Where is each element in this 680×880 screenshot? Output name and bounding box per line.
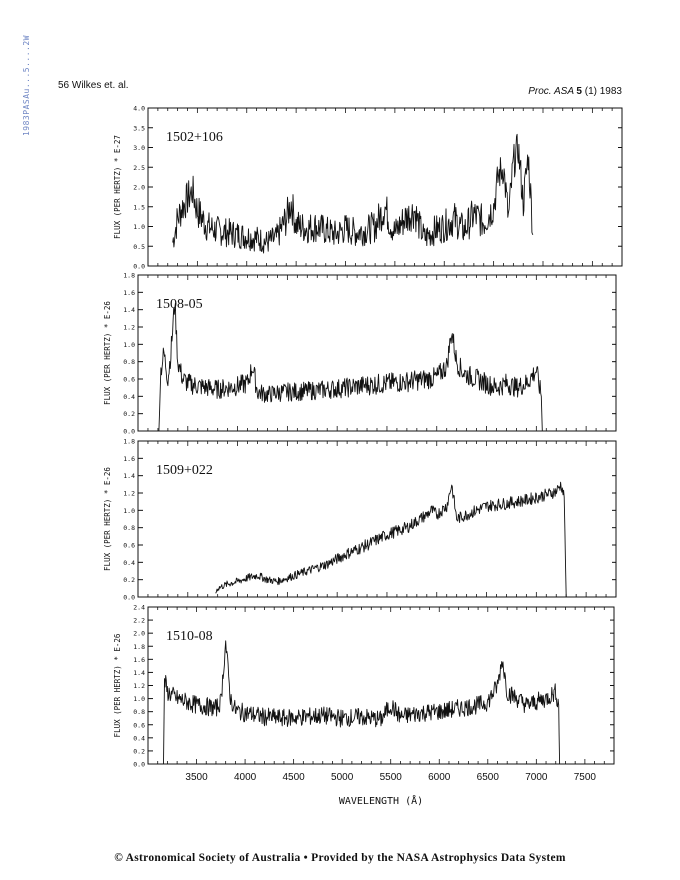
x-axis-label: WAVELENGTH (Å) xyxy=(338,796,424,807)
y-tick-label: 2.0 xyxy=(133,629,145,638)
spectrum-line xyxy=(164,641,560,764)
x-tick-label: 6000 xyxy=(428,772,451,783)
y-tick-label: 0.2 xyxy=(123,410,135,419)
y-tick-label: 1.8 xyxy=(123,271,135,280)
x-tick-label: 5500 xyxy=(379,772,402,783)
y-tick-label: 0.6 xyxy=(123,375,135,384)
spectrum-line xyxy=(159,303,544,431)
y-tick-label: 0.8 xyxy=(133,708,145,717)
y-tick-label: 1.2 xyxy=(123,489,135,498)
spectrum-label: 1510-08 xyxy=(166,629,213,644)
x-tick-label: 6500 xyxy=(476,772,499,783)
y-tick-label: 4.0 xyxy=(133,104,145,113)
y-tick-label: 1.2 xyxy=(133,682,145,690)
y-tick-label: 0.8 xyxy=(123,524,135,533)
x-tick-label: 7000 xyxy=(525,772,548,783)
y-tick-label: 0.0 xyxy=(133,262,145,271)
y-tick-label: 2.0 xyxy=(133,183,145,192)
journal-name: Proc. ASA xyxy=(528,86,574,97)
bibcode-stamp: 1983PASAu...5....2W xyxy=(22,35,31,137)
y-tick-label: 0.2 xyxy=(133,747,145,756)
y-tick-label: 0.4 xyxy=(123,392,135,401)
y-axis-label: FLUX (PER HERTZ) * E-26 xyxy=(103,467,112,571)
journal-volume: 5 xyxy=(576,86,582,97)
x-tick-label: 4500 xyxy=(282,772,305,783)
y-tick-label: 1.4 xyxy=(123,306,135,315)
y-tick-label: 0.8 xyxy=(123,358,135,367)
y-tick-label: 1.8 xyxy=(123,437,135,446)
panel-frame xyxy=(148,607,614,764)
y-axis-label: FLUX (PER HERTZ) * E-27 xyxy=(113,135,122,239)
y-tick-label: 0.2 xyxy=(123,576,135,585)
page-header-left: 56 Wilkes et. al. xyxy=(58,80,129,91)
y-tick-label: 2.2 xyxy=(133,616,145,625)
x-tick-label: 5000 xyxy=(331,772,354,783)
y-tick-label: 1.6 xyxy=(133,655,145,664)
y-tick-label: 0.4 xyxy=(133,734,145,743)
y-tick-label: 0.6 xyxy=(133,721,145,730)
y-tick-label: 3.0 xyxy=(133,144,145,152)
y-tick-label: 1.6 xyxy=(123,288,135,297)
y-tick-label: 1.8 xyxy=(133,642,145,651)
y-tick-label: 1.6 xyxy=(123,454,135,463)
y-tick-label: 1.0 xyxy=(133,223,145,231)
y-tick-label: 1.4 xyxy=(133,668,145,677)
y-tick-label: 0.6 xyxy=(123,541,135,550)
spectrum-label: 1509+022 xyxy=(156,463,213,478)
journal-issue: (1) 1983 xyxy=(584,86,622,97)
x-tick-label: 7500 xyxy=(573,772,596,783)
page-footer: © Astronomical Society of Australia • Provided by the NASA Astrophysics Data System xyxy=(114,852,566,864)
y-tick-label: 1.0 xyxy=(123,340,135,349)
y-tick-label: 0.0 xyxy=(133,760,145,769)
y-tick-label: 0.0 xyxy=(123,593,135,602)
spectrum-label: 1502+106 xyxy=(166,130,223,145)
x-tick-label: 3500 xyxy=(185,772,208,783)
y-tick-label: 1.2 xyxy=(123,323,135,332)
y-tick-label: 0.5 xyxy=(133,242,145,251)
y-tick-label: 1.0 xyxy=(133,695,145,704)
spectrum-label: 1508-05 xyxy=(156,297,203,312)
y-tick-label: 2.5 xyxy=(133,163,145,172)
y-axis-label: FLUX (PER HERTZ) * E-26 xyxy=(113,633,122,738)
panel-frame xyxy=(138,275,616,431)
y-tick-label: 3.5 xyxy=(133,124,145,133)
y-tick-label: 1.4 xyxy=(123,472,135,481)
x-tick-label: 4000 xyxy=(233,772,257,783)
y-tick-label: 2.4 xyxy=(133,603,145,612)
y-tick-label: 0.4 xyxy=(123,558,135,567)
y-tick-label: 1.0 xyxy=(123,506,135,515)
y-tick-label: 0.0 xyxy=(123,427,135,436)
spectrum-line xyxy=(173,134,533,253)
spectrum-line xyxy=(216,482,567,597)
y-axis-label: FLUX (PER HERTZ) * E-26 xyxy=(103,301,112,405)
y-tick-label: 1.5 xyxy=(133,203,145,212)
